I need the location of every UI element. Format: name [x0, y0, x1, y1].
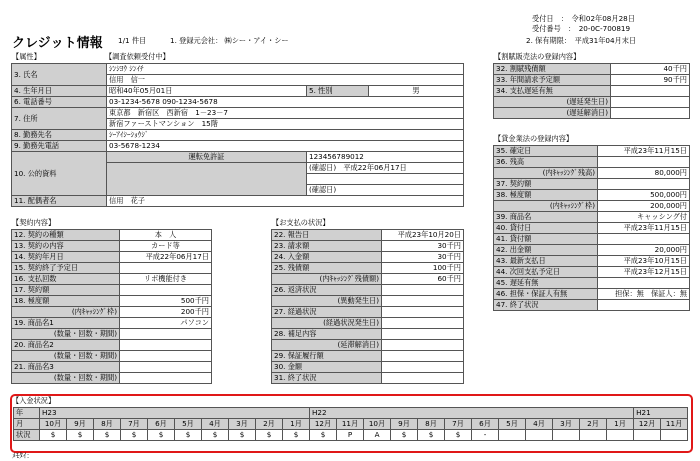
month-cell: 9月 — [391, 419, 418, 430]
row-label: 14. 契約年月日 — [12, 252, 120, 263]
month-cell: 1月 — [607, 419, 634, 430]
row-value: 平成23年11月15日 — [598, 146, 690, 157]
row-label: 15. 契約終了予定日 — [12, 263, 120, 274]
status-cell: $ — [94, 430, 121, 441]
table-row — [12, 130, 464, 141]
table-row — [272, 296, 464, 307]
month-cell: 6月 — [148, 419, 175, 430]
license-label: 運転免許証 — [107, 152, 307, 163]
row-label: 23. 請求額 — [272, 241, 382, 252]
row-label: 34. 支払遅延有無 — [494, 86, 611, 97]
row-value — [382, 373, 464, 384]
table-row — [12, 241, 212, 252]
year-cell: H21 — [634, 408, 688, 419]
row-label: 29. 保証履行額 — [272, 351, 382, 362]
public-doc-confirm2: (確認日) — [307, 185, 464, 196]
month-cell: 7月 — [445, 419, 472, 430]
row-label: 47. 終了状況 — [494, 300, 598, 311]
table-row — [494, 75, 690, 86]
year-cell: H23 — [40, 408, 310, 419]
row-value — [382, 285, 464, 296]
row-value — [382, 351, 464, 362]
month-cell: 11月 — [661, 419, 688, 430]
row-label: 22. 報告日 — [272, 230, 382, 241]
contract-table — [11, 229, 212, 384]
row-value — [120, 263, 212, 274]
table-row — [12, 64, 464, 75]
footer-note: ﾒﾓﾀｲ： — [12, 451, 34, 460]
table-row — [494, 234, 690, 245]
moneylending-heading: 【貸金業法の登録内容】 — [494, 134, 574, 143]
table-row — [272, 285, 464, 296]
row-value: 60千円 — [382, 274, 464, 285]
attributes-table — [11, 63, 464, 207]
row-label: 41. 貸付額 — [494, 234, 598, 245]
row-value: カード等 — [120, 241, 212, 252]
status-cell: $ — [40, 430, 67, 441]
row-label: 38. 極度額 — [494, 190, 598, 201]
month-cell: 8月 — [418, 419, 445, 430]
row-value — [120, 373, 212, 384]
highlight-box — [10, 394, 693, 453]
row-value: 200,000円 — [598, 201, 690, 212]
address-label: 7. 住所 — [12, 108, 107, 130]
row-label: 37. 契約額 — [494, 179, 598, 190]
table-row — [12, 351, 212, 362]
row-label: (数量・回数・期間) — [12, 329, 120, 340]
row-label: 18. 極度額 — [12, 296, 120, 307]
row-value: 30千円 — [382, 252, 464, 263]
status-label: 状況 — [14, 430, 40, 441]
row-label: (延滞解消日) — [272, 340, 382, 351]
row-label: 36. 残高 — [494, 157, 598, 168]
table-row — [272, 318, 464, 329]
table-row — [12, 340, 212, 351]
table-row — [272, 307, 464, 318]
row-value: 40千円 — [611, 64, 690, 75]
license-number: 123456789012 — [307, 152, 464, 163]
table-row — [272, 263, 464, 274]
row-value: 200千円 — [120, 307, 212, 318]
installment-heading: 【割賦販売法の登録内容】 — [494, 52, 581, 61]
table-row — [272, 351, 464, 362]
month-cell: 9月 — [67, 419, 94, 430]
table-row — [12, 285, 212, 296]
row-label: 21. 商品名3 — [12, 362, 120, 373]
public-doc-blank — [107, 163, 307, 196]
spouse-label: 11. 配偶者名 — [12, 196, 107, 207]
table-row — [272, 252, 464, 263]
row-value: 担保：無 保証人：無 — [598, 289, 690, 300]
table-row — [12, 196, 464, 207]
row-label: 17. 契約額 — [12, 285, 120, 296]
status-cell: $ — [229, 430, 256, 441]
month-cell: 2月 — [256, 419, 283, 430]
status-cell: $ — [445, 430, 472, 441]
status-cell: $ — [310, 430, 337, 441]
row-label: (内ｷｬｯｼﾝｸﾞ残高) — [494, 168, 598, 179]
table-row — [272, 230, 464, 241]
table-row — [12, 263, 212, 274]
sex-value: 男 — [369, 86, 464, 97]
month-cell: 1月 — [283, 419, 310, 430]
row-value: キャッシング付 — [598, 212, 690, 223]
row-value — [382, 340, 464, 351]
row-label: 13. 契約の内容 — [12, 241, 120, 252]
status-cell: $ — [175, 430, 202, 441]
spouse-value: 信用 花子 — [107, 196, 464, 207]
status-cell: $ — [67, 430, 94, 441]
table-row — [12, 86, 464, 97]
row-value: 30千円 — [382, 241, 464, 252]
table-row — [494, 267, 690, 278]
row-value: 90千円 — [611, 75, 690, 86]
table-row — [494, 223, 690, 234]
month-label: 月 — [14, 419, 40, 430]
reception-number: 受付番号 ： 20-0C-700819 — [532, 24, 631, 33]
row-value — [598, 278, 690, 289]
status-cell: $ — [283, 430, 310, 441]
status-cell: $ — [256, 430, 283, 441]
month-cell: 2月 — [580, 419, 607, 430]
row-label: 19. 商品名1 — [12, 318, 120, 329]
row-label: 33. 年間請求予定額 — [494, 75, 611, 86]
table-row — [494, 157, 690, 168]
name-kana: ｼﾝｼﾖｳ ｼﾝｲﾁ — [107, 64, 464, 75]
phone-value: 03-1234-5678 090-1234-5678 — [107, 97, 464, 108]
employer-phone-label: 9. 勤務先電話 — [12, 141, 107, 152]
row-value: リボ機能付き — [120, 274, 212, 285]
row-value — [120, 329, 212, 340]
table-row — [12, 252, 212, 263]
month-cell: 5月 — [175, 419, 202, 430]
row-label: (経過状況発生日) — [272, 318, 382, 329]
status-cell: $ — [418, 430, 445, 441]
row-value — [382, 296, 464, 307]
deposit-heading: 【入金状況】 — [12, 396, 56, 405]
row-label: 24. 入金額 — [272, 252, 382, 263]
row-value: 平成23年12月15日 — [598, 267, 690, 278]
payment-table — [271, 229, 464, 384]
contract-heading: 【契約内容】 — [12, 218, 56, 227]
table-row — [12, 274, 212, 285]
installment-table — [493, 63, 690, 119]
table-row — [12, 318, 212, 329]
row-label: (異動発生日) — [272, 296, 382, 307]
table-row — [494, 86, 690, 97]
table-row — [12, 329, 212, 340]
consent-status: 【調査依頼受付中】 — [105, 52, 170, 61]
row-value — [598, 234, 690, 245]
month-cell: 11月 — [337, 419, 364, 430]
row-value — [120, 285, 212, 296]
row-value: 500千円 — [120, 296, 212, 307]
table-row — [494, 212, 690, 223]
phone-label: 6. 電話番号 — [12, 97, 107, 108]
month-cell: 3月 — [229, 419, 256, 430]
row-label: 20. 商品名2 — [12, 340, 120, 351]
year-cell: H22 — [310, 408, 634, 419]
table-row — [494, 245, 690, 256]
row-value — [382, 362, 464, 373]
table-row — [12, 97, 464, 108]
status-cell: $ — [202, 430, 229, 441]
sex-label: 5. 性別 — [307, 86, 369, 97]
table-row — [12, 141, 464, 152]
table-row — [494, 168, 690, 179]
row-value: 平成22年06月17日 — [120, 252, 212, 263]
row-value: 本 人 — [120, 230, 212, 241]
table-row — [494, 256, 690, 267]
row-value: 20,000円 — [598, 245, 690, 256]
status-cell: - — [472, 430, 499, 441]
row-label: (内ｷｬｯｼﾝｸﾞ枠) — [12, 307, 120, 318]
row-label: 42. 出金額 — [494, 245, 598, 256]
license-confirm-date: (確認日) 平成22年06月17日 — [307, 163, 464, 174]
row-value: 平成23年10月20日 — [382, 230, 464, 241]
row-label: 27. 経過状況 — [272, 307, 382, 318]
table-row — [494, 300, 690, 311]
row-label: 46. 担保・保証人有無 — [494, 289, 598, 300]
row-value: 平成23年10月15日 — [598, 256, 690, 267]
page-title: クレジット情報 — [12, 36, 103, 51]
table-row — [494, 190, 690, 201]
row-label: (遅延発生日) — [494, 97, 611, 108]
row-label: 43. 最新支払日 — [494, 256, 598, 267]
table-row — [12, 152, 464, 163]
row-value: 100千円 — [382, 263, 464, 274]
name-kanji: 信用 信一 — [107, 75, 464, 86]
row-value: 平成23年11月15日 — [598, 223, 690, 234]
public-doc-row — [307, 174, 464, 185]
row-label: (内ｷｬｯｼﾝｸﾞ残債額) — [272, 274, 382, 285]
row-value — [611, 86, 690, 97]
status-cell: $ — [148, 430, 175, 441]
row-value: 80,000円 — [598, 168, 690, 179]
month-cell: 12月 — [310, 419, 337, 430]
address-line1: 東京都 新宿区 西新宿 1－23－7 — [107, 108, 464, 119]
table-row — [12, 296, 212, 307]
status-cell: $ — [391, 430, 418, 441]
month-cell: 6月 — [472, 419, 499, 430]
table-row — [494, 179, 690, 190]
table-row — [12, 362, 212, 373]
row-label: (内ｷｬｯｼﾝｸﾞ枠) — [494, 201, 598, 212]
table-row — [272, 362, 464, 373]
reception-date: 受付日 ： 令和02年08月28日 — [532, 14, 635, 23]
row-label: 35. 確定日 — [494, 146, 598, 157]
row-value — [598, 157, 690, 168]
year-label: 年 — [14, 408, 40, 419]
table-row — [494, 278, 690, 289]
status-cell: P — [337, 430, 364, 441]
status-cell: $ — [121, 430, 148, 441]
table-row — [494, 201, 690, 212]
birthdate-label: 4. 生年月日 — [12, 86, 107, 97]
row-label: 45. 遅延有無 — [494, 278, 598, 289]
row-label: 32. 割賦残債額 — [494, 64, 611, 75]
row-label: (数量・回数・期間) — [12, 351, 120, 362]
employer-label: 8. 勤務先名 — [12, 130, 107, 141]
month-cell: 4月 — [202, 419, 229, 430]
row-value — [382, 318, 464, 329]
table-row — [272, 241, 464, 252]
month-cell: 4月 — [526, 419, 553, 430]
row-value — [382, 307, 464, 318]
table-row — [272, 340, 464, 351]
table-row — [272, 329, 464, 340]
row-value — [598, 300, 690, 311]
table-row — [494, 289, 690, 300]
row-value — [120, 351, 212, 362]
month-cell: 3月 — [553, 419, 580, 430]
row-label: 30. 金額 — [272, 362, 382, 373]
row-value — [382, 329, 464, 340]
table-row — [494, 146, 690, 157]
month-cell: 10月 — [364, 419, 391, 430]
month-cell: 12月 — [634, 419, 661, 430]
row-value — [611, 108, 690, 119]
row-label: (数量・回数・期間) — [12, 373, 120, 384]
table-row — [12, 307, 212, 318]
month-cell: 10月 — [40, 419, 67, 430]
row-value: パソコン — [120, 318, 212, 329]
row-label: 12. 契約の種類 — [12, 230, 120, 241]
table-row — [12, 373, 212, 384]
employer-value: ｼｰｱｲｼｰｼｮｳｼﾞ — [107, 130, 464, 141]
payment-heading: 【お支払の状況】 — [272, 218, 330, 227]
month-cell: 7月 — [121, 419, 148, 430]
row-label: 39. 商品名 — [494, 212, 598, 223]
row-label: 16. 支払回数 — [12, 274, 120, 285]
row-label: (遅延解消日) — [494, 108, 611, 119]
table-row — [494, 108, 690, 119]
status-cell: A — [364, 430, 391, 441]
row-value — [598, 179, 690, 190]
attributes-heading: 【属性】 — [12, 52, 41, 61]
public-doc-label: 10. 公的資料 — [12, 152, 107, 196]
address-line2: 新宿ファーストマンション 15階 — [107, 119, 464, 130]
month-cell: 8月 — [94, 419, 121, 430]
table-row — [12, 230, 212, 241]
table-row — [494, 64, 690, 75]
row-value — [120, 340, 212, 351]
table-row — [12, 108, 464, 119]
month-cell: 5月 — [499, 419, 526, 430]
moneylending-table — [493, 145, 690, 311]
row-label: 31. 終了状況 — [272, 373, 382, 384]
registrant-company: 1. 登録元会社： ㈱シー・アイ・シー — [170, 36, 289, 45]
row-label: 25. 残債額 — [272, 263, 382, 274]
row-label: 26. 返済状況 — [272, 285, 382, 296]
row-value — [611, 97, 690, 108]
retention-period: 2. 保有期限： 平成31年04月末日 — [526, 36, 637, 45]
row-label: 28. 補足内容 — [272, 329, 382, 340]
row-value: 500,000円 — [598, 190, 690, 201]
row-label: 40. 貸付日 — [494, 223, 598, 234]
employer-phone-value: 03-5678-1234 — [107, 141, 464, 152]
table-row — [494, 97, 690, 108]
birthdate-value: 昭和40年05月01日 — [107, 86, 307, 97]
name-label: 3. 氏名 — [12, 64, 107, 86]
record-count: 1/1 件目 — [118, 36, 147, 45]
row-label: 44. 次回支払予定日 — [494, 267, 598, 278]
row-value — [120, 362, 212, 373]
table-row — [272, 274, 464, 285]
table-row — [272, 373, 464, 384]
